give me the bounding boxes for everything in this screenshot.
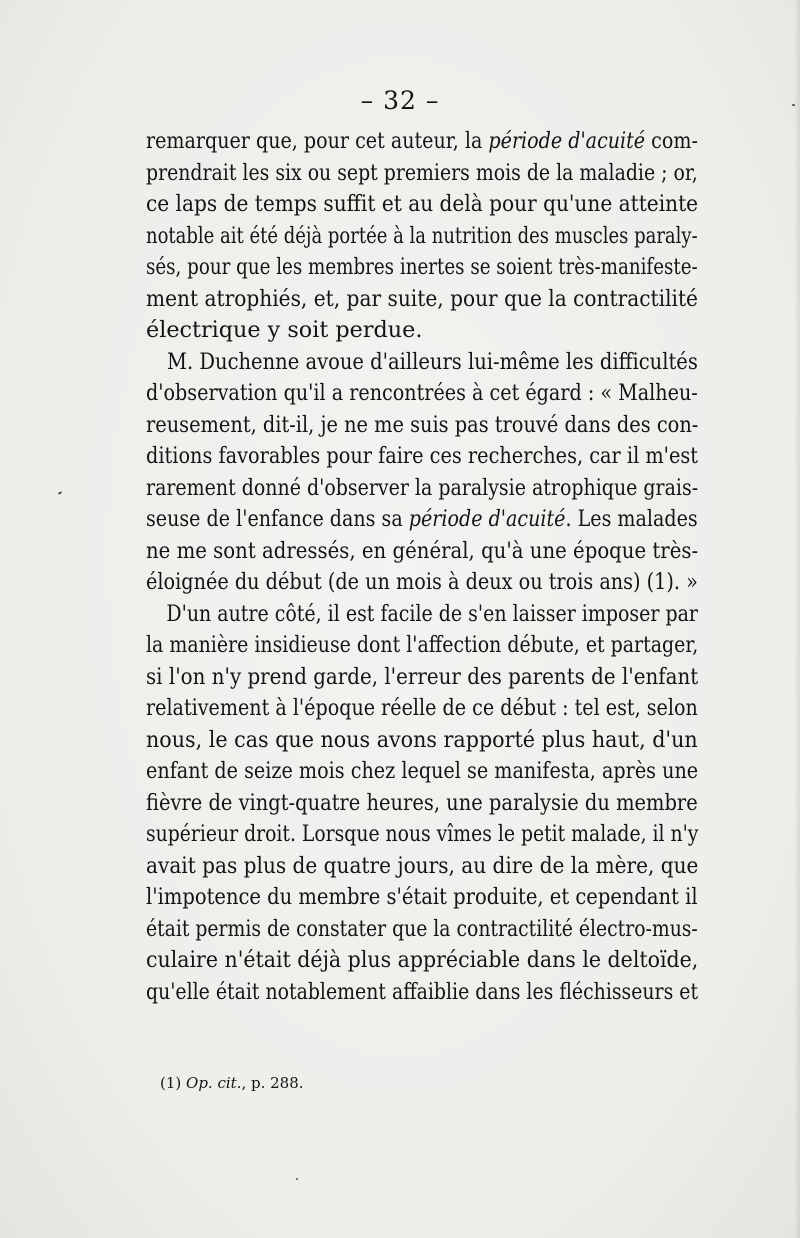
page-number: – 32 – xyxy=(360,86,440,115)
footnote xyxy=(160,1074,304,1092)
text-line xyxy=(146,567,698,599)
text-segment: l'impotence du membre s'était produite, et cependant il xyxy=(146,884,698,910)
text-segment: reusement, dit-il, je ne me suis pas trouvé dans des con- xyxy=(146,411,699,438)
text-line xyxy=(146,378,698,410)
text-segment: d'observation qu'il a rencontrées à cet égard : « Malheu- xyxy=(146,380,698,406)
text-segment: si l'on n'y prend garde, l'erreur des parents de l'enfant xyxy=(146,663,699,690)
text-line xyxy=(146,126,698,158)
text-line xyxy=(146,347,698,379)
text-line xyxy=(146,788,698,820)
text-segment: nous, le cas que nous avons rapporté plus haut, d'un xyxy=(146,726,698,753)
text-segment: électrique y soit perdue. xyxy=(146,317,423,343)
text-line xyxy=(146,882,698,914)
text-segment: supérieur droit. Lorsque nous vîmes le petit malade, il n'y xyxy=(146,821,699,847)
text-line xyxy=(146,914,698,946)
text-segment: fièvre de vingt-quatre heures, une paralysie du membre xyxy=(146,789,698,816)
text-line xyxy=(146,536,699,568)
text-line xyxy=(146,630,699,662)
text-line xyxy=(146,221,698,253)
text-segment: qu'elle était notablement affaiblie dans les fléchisseurs et xyxy=(146,978,699,1005)
body-text xyxy=(146,126,700,1008)
text-segment: remarquer que, pour cet auteur, la xyxy=(146,128,489,154)
text-segment: était permis de constater que la contractilité électro-mus- xyxy=(146,915,698,942)
text-segment: . Les malades xyxy=(565,506,698,532)
scan-speck xyxy=(792,104,795,106)
scan-speck xyxy=(296,1178,298,1180)
text-line xyxy=(146,977,699,1009)
text-segment: enfant de seize mois chez lequel se manifesta, après une xyxy=(146,758,699,784)
text-segment: ditions favorables pour faire ces recherches, car il m'est xyxy=(146,443,699,469)
text-line xyxy=(146,284,698,316)
text-segment: éloignée du début (de un mois à deux ou trois ans) (1). » xyxy=(146,569,698,595)
text-line xyxy=(146,252,698,284)
text-line xyxy=(146,945,699,977)
footnote-page: , p. 288. xyxy=(241,1074,304,1092)
text-line xyxy=(146,315,700,347)
text-line xyxy=(146,441,699,473)
text-line xyxy=(146,725,698,757)
text-segment: sés, pour que les membres inertes se soient très-manifeste- xyxy=(146,254,698,280)
scan-speck xyxy=(58,491,62,495)
text-segment: avait pas plus de quatre jours, au dire de la mère, que xyxy=(146,852,699,879)
text-line xyxy=(146,756,699,788)
footnote-reference: Op. cit. xyxy=(186,1074,242,1092)
text-segment: ne me sont adressés, en général, qu'à une époque très- xyxy=(146,537,699,564)
page-edge-shadow xyxy=(794,0,800,1238)
text-segment: culaire n'était déjà plus appréciable dans le deltoïde, xyxy=(146,947,699,973)
text-line xyxy=(146,410,699,442)
italic-term: période d'acuité xyxy=(408,506,566,532)
text-segment: D'un autre côté, il est facile de s'en laisser imposer par xyxy=(166,600,698,627)
text-line xyxy=(146,473,699,505)
text-line xyxy=(146,662,699,694)
text-segment: com- xyxy=(645,128,698,154)
text-line xyxy=(146,693,698,725)
text-segment: ce laps de temps suffit et au delà pour qu'une atteinte xyxy=(146,191,699,217)
italic-term: période d'acuité xyxy=(488,128,646,154)
text-segment: rarement donné d'observer la paralysie atrophique grais- xyxy=(146,474,699,501)
footnote-marker: (1) xyxy=(160,1074,182,1092)
text-segment: la manière insidieuse dont l'affection débute, et partager, xyxy=(146,632,699,658)
text-line xyxy=(146,189,699,221)
text-line xyxy=(146,819,699,851)
text-line xyxy=(146,599,698,631)
text-line xyxy=(146,504,698,536)
text-segment: notable ait été déjà portée à la nutrition des muscles paraly- xyxy=(146,222,698,249)
text-segment: prendrait les six ou sept premiers mois de la maladie ; or, xyxy=(146,159,698,186)
text-segment: relativement à l'époque réelle de ce début : tel est, selon xyxy=(146,695,698,721)
text-line xyxy=(146,851,699,883)
text-segment: seuse de l'enfance dans sa xyxy=(146,506,409,532)
text-segment: M. Duchenne avoue d'ailleurs lui-même les difficultés xyxy=(166,348,698,375)
text-line xyxy=(146,158,698,190)
text-segment: ment atrophiés, et, par suite, pour que la contractilité xyxy=(146,285,698,312)
